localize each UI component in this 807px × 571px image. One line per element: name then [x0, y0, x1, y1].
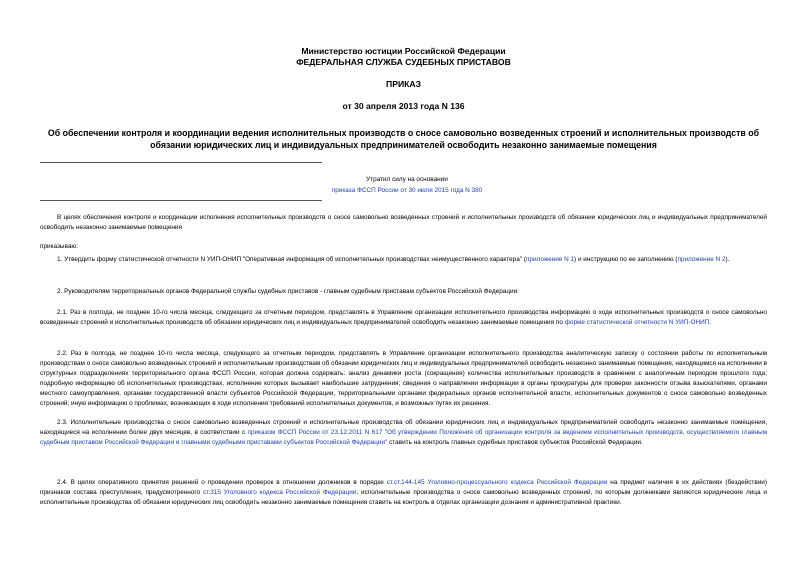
criminal-code-link[interactable]: ст.315 Уголовного кодекса Российской Федерации	[203, 489, 357, 496]
paragraph-2-3-text-a: 2.3. Исполнительные производства о сносе самовольно возведенных строений и исполнительные производства об обязании юридических лиц и индивидуальных предпринимателей освободить незаконно занимаемые помещения, находящиеся на исполнении более двух месяцев, в соответствии с	[40, 419, 767, 436]
paragraph-2-1-text-a: 2.1. Раз в полгода, не позднее 10-го числа месяца, следующего за отчетным периодом, представлять в Управление организации исполнительного производства информацию о ходе исполнительных производств о сносе самовольно возведенных строений и исполнительных производств об обязании юридических лиц и индивидуальных предпринимателей освободить незаконно занимаемые помещения по	[40, 309, 767, 326]
service-heading: ФЕДЕРАЛЬНАЯ СЛУЖБА СУДЕБНЫХ ПРИСТАВОВ	[296, 57, 511, 67]
paragraph-2-4-text-a: 2.4. В целях оперативного принятия решений о проведении проверок в отношении должников в порядке	[57, 479, 387, 486]
paragraph-1-text-c: ).	[725, 256, 730, 263]
paragraph-1-text-a: 1. Утвердить форму статистической отчетности N УИП-ОНИП "Оперативная информация об исполнительных производствах неимущественного характера" (	[57, 256, 526, 263]
paragraph-2-3-text-b: ставить на контроль главных судебных приставов субъектов Российской Федерации.	[387, 439, 643, 446]
invalidation-link[interactable]: приказа ФССП России от 30 июля 2015 года N 380	[331, 187, 483, 194]
statistical-form-link[interactable]: форме статистической отчетности N УИП-ОНИП	[564, 319, 710, 326]
appendix-1-link[interactable]: приложение N 1	[525, 256, 575, 263]
order-word: приказываю:	[40, 243, 78, 250]
ministry-heading: Министерство юстиции Российской Федерации	[301, 46, 506, 56]
intro-paragraph: В целях обеспечения контроля и координации исполнения исполнительных производств о сносе самовольно возведенных строений и исполнительных производств об обязании юридических лиц и индивидуальных предпринимателей освободить незаконно занимаемые помещения	[40, 214, 767, 231]
criminal-procedure-code-link[interactable]: ст.ст.144-145 Уголовно-процессуального кодекса Российской Федерации	[386, 479, 608, 486]
paragraph-2-4-text-c: , исполнительные производства о сносе самовольно возведенных строений, по которым должниками являются юридические лица и исполнительные производства об обязании юридических лиц освободить незаконно занимаемые помещения ставить на контроль в отделах организации дознания и административной практики.	[40, 489, 767, 506]
order-617-link[interactable]: приказом ФССП России от 23.12.2011 N 617 "Об утверждении Положения об организации контроля за ведением исполнительных производств, осуществляемого главным судебным приставом Российской Федерации и главными судебными приставами субъектов Российской Федерации"	[40, 429, 767, 446]
doc-type-heading: ПРИКАЗ	[386, 79, 421, 89]
paragraph-1-text-b: ) и инструкцию по ее заполнению (	[574, 256, 678, 263]
separator-bottom	[40, 200, 322, 201]
paragraph-2-1	[40, 308, 767, 328]
separator-top	[40, 162, 322, 163]
paragraph-2-4-text-b: на предмет наличия в их действиях (бездействии) признаков состава преступления, предусмотренного	[40, 479, 767, 496]
date-number: от 30 апреля 2013 года N 136	[342, 101, 465, 111]
paragraph-2: 2. Руководителям территориальных органов Федеральной службы судебных приставов - главным судебным приставам субъектов Российской Федерации:	[57, 288, 519, 295]
paragraph-2-3	[40, 418, 767, 448]
invalidation-link-line	[280, 185, 534, 196]
document-title: Об обеспечении контроля и координации ведения исполнительных производств о сносе самовольно возведенных строений и исполнительных производств об обязании юридических лиц и индивидуальных предпринимателей освободить незаконно занимаемые помещения	[47, 128, 760, 150]
paragraph-1	[40, 255, 767, 265]
paragraph-2-4	[40, 478, 767, 508]
paragraph-2-2: 2.2. Раз в полгода, не позднее 10-го числа месяца, следующего за отчетным периодом, представлять в Управление организации исполнительного производства аналитическую записку о состоянии работы по исполнительным производствам о сносе самовольно возведенных строений и исполнительным производствам об обязании юридических лиц и индивидуальных предпринимателей освободить незаконно занимаемые помещения, находящимся на исполнении в структурных подразделениях территориального органа ФССП России, которая должна содержать: анализ динамики роста (сокращения) количества исполнительных производств в сравнении с аналогичным периодом прошлого года; подробную информацию об исполнительных производствах, исполнение которых вызывает наибольшие затруднения; сведения о направлении информации в органы прокуратуры для проверки законности отзыва взыскателями, органами местного самоуправления, органами государственной власти субъектов Российской Федерации, территориальными органами федеральных органов исполнительной власти, исполнительных документов о сносе самовольно возведенных строений; иную информацию о проблемах, возникающих в ходе исполнения требований исполнительных документов, и возможных путях их решения.	[40, 350, 767, 407]
appendix-2-link[interactable]: приложение N 2	[677, 256, 726, 263]
paragraph-2-1-text-b: .	[709, 319, 712, 326]
invalidation-note: Утратил силу на основании	[366, 176, 448, 183]
